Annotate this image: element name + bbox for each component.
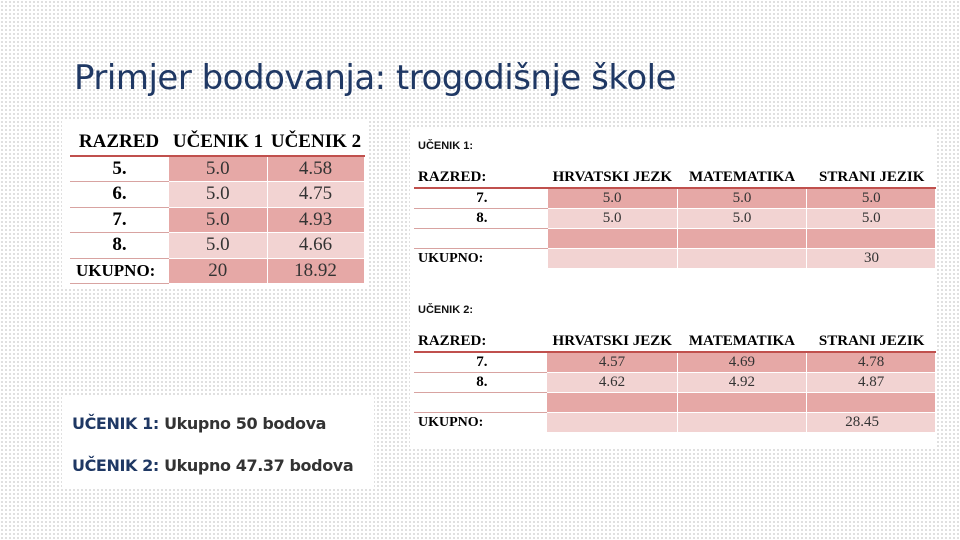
- blank-cell: [677, 393, 807, 413]
- row-label: 7.: [70, 207, 169, 233]
- blank-cell: [807, 229, 936, 249]
- table-total-row: [70, 258, 364, 284]
- cell-value: 4.58: [267, 156, 364, 182]
- cell-value: 5.0: [548, 188, 678, 209]
- cell-value: 5.0: [807, 209, 936, 229]
- table-row: [70, 182, 364, 208]
- column-header-razred: RAZRED:: [414, 168, 548, 188]
- summary-key: UČENIK 2:: [72, 456, 159, 475]
- table-row: [70, 233, 364, 259]
- summary-value: Ukupno 47.37 bodova: [164, 456, 354, 475]
- summary-line-student-1: [72, 414, 326, 433]
- cell-value: 5.0: [169, 207, 267, 233]
- cell-value: 4.69: [677, 352, 807, 373]
- blank-cell: [677, 229, 807, 249]
- blank-cell: [677, 249, 807, 269]
- total-label: UKUPNO:: [70, 258, 169, 284]
- blank-cell: [414, 229, 548, 249]
- cell-value: 5.0: [677, 209, 807, 229]
- column-header-strani: STRANI JEZIK: [807, 332, 936, 352]
- blank-cell: [548, 229, 678, 249]
- cell-value: 4.78: [807, 352, 936, 373]
- row-label: 8.: [414, 373, 547, 393]
- cell-value: 4.66: [267, 233, 364, 259]
- column-header-matematika: MATEMATIKA: [677, 332, 807, 352]
- table-row: [414, 352, 936, 373]
- table-row: [70, 207, 364, 233]
- total-label: UKUPNO:: [418, 250, 484, 266]
- summary-panel: [62, 396, 374, 488]
- summary-line-student-2: [72, 456, 353, 475]
- subject-tables-panel: [410, 128, 936, 448]
- row-label: 8.: [414, 209, 548, 229]
- column-header-ucenik-2: UČENIK 2: [267, 130, 364, 156]
- cell-value: 5.0: [169, 182, 267, 208]
- grades-table-panel: [62, 120, 368, 288]
- total-value: 28.45: [807, 413, 936, 433]
- row-label: 7.: [414, 188, 548, 209]
- blank-cell: [414, 393, 547, 413]
- row-label: 6.: [70, 182, 169, 208]
- table-row: [414, 229, 936, 249]
- table-row: [70, 156, 364, 182]
- table-row: [414, 188, 936, 209]
- column-header-razred: RAZRED:: [414, 332, 547, 352]
- blank-cell: [807, 393, 936, 413]
- row-label: 7.: [414, 352, 547, 373]
- column-header-hrvatski: HRVATSKI JEZK: [548, 168, 678, 188]
- student-2-label: UČENIK 2:: [418, 304, 474, 316]
- column-header-strani: STRANI JEZIK: [807, 168, 936, 188]
- cell-value: 5.0: [548, 209, 678, 229]
- total-value: 30: [807, 249, 936, 269]
- blank-cell: [677, 413, 807, 433]
- blank-cell: [547, 393, 677, 413]
- cell-value: 4.92: [677, 373, 807, 393]
- cell-value: 4.75: [267, 182, 364, 208]
- table-total-row: [414, 249, 936, 269]
- total-label: UKUPNO:: [418, 414, 484, 430]
- table-header-row: [414, 168, 936, 188]
- table-row: [414, 373, 936, 393]
- cell-value: 5.0: [677, 188, 807, 209]
- row-label: 8.: [70, 233, 169, 259]
- cell-value: 4.93: [267, 207, 364, 233]
- cell-value: 5.0: [169, 233, 267, 259]
- column-header-razred: RAZRED: [70, 130, 169, 156]
- blank-cell: [547, 413, 677, 433]
- table-row: [414, 393, 936, 413]
- table-total-row: [414, 413, 936, 433]
- table-row: [414, 209, 936, 229]
- row-label: 5.: [70, 156, 169, 182]
- total-value: 18.92: [267, 258, 364, 284]
- column-header-ucenik-1: UČENIK 1: [169, 130, 267, 156]
- cell-value: 5.0: [807, 188, 936, 209]
- table-header-row: [414, 332, 936, 352]
- column-header-matematika: MATEMATIKA: [677, 168, 807, 188]
- table-header-row: [70, 130, 364, 156]
- cell-value: 4.62: [547, 373, 677, 393]
- summary-key: UČENIK 1:: [72, 414, 159, 433]
- cell-value: 4.87: [807, 373, 936, 393]
- summary-value: Ukupno 50 bodova: [164, 414, 327, 433]
- total-value: 20: [169, 258, 267, 284]
- blank-cell: [548, 249, 678, 269]
- slide-title: Primjer bodovanja: trogodišnje škole: [74, 58, 676, 98]
- student-1-table: [414, 168, 936, 269]
- student-2-table: [414, 332, 936, 433]
- cell-value: 5.0: [169, 156, 267, 182]
- grades-by-class-table: [70, 130, 365, 284]
- student-1-label: UČENIK 1:: [418, 140, 474, 152]
- cell-value: 4.57: [547, 352, 677, 373]
- column-header-hrvatski: HRVATSKI JEZK: [547, 332, 677, 352]
